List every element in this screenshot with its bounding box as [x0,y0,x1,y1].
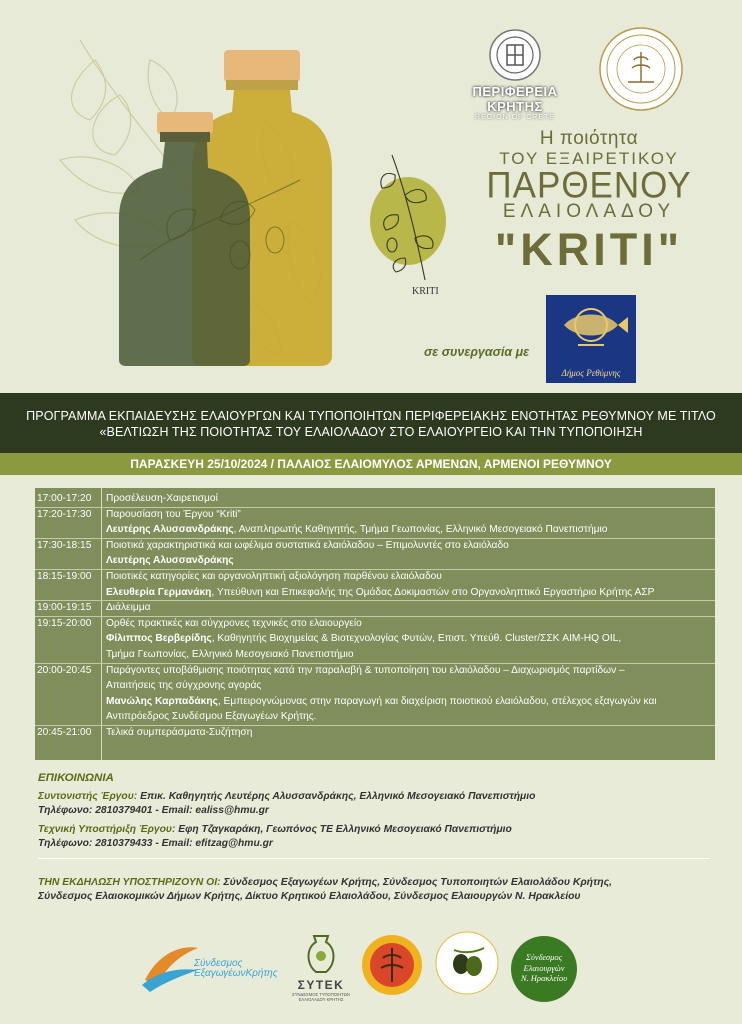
schedule-row [35,616,715,663]
program-title-line-2: «ΒΕΛΤΙΩΣΗ ΤΗΣ ΠΟΙΟΤΗΤΑΣ ΤΟΥ ΕΛΑΙΟΛΑΔΟΥ ΣΤΟ ΕΛΑΙΟΥΡΓΕΙΟ ΚΑΙ ΤΗΝ ΤΥΠΟΠΟΙΗΣΗ [99,425,643,439]
schedule-time: 18:15-19:00 [37,570,92,582]
contact-heading: ΕΠΙΚΟΙΝΩΝΙΑ [38,772,114,784]
sytek-name: ΣΥΤΕΚ [297,978,345,992]
schedule-line [102,631,715,647]
schedule-separator [35,569,715,570]
schedule-text: , Αναπληρωτής Καθηγητής, Τμήμα Γεωπονίας, Ελληνικό Μεσογειακό Πανεπιστήμιο [233,524,608,536]
schedule-text: Ποιοτικά χαρακτηριστικά και ωφέλιμα συστατικά ελαιόλαδου – Επιμολυντές στο ελαιόλαδο [106,539,509,551]
schedule-row [35,663,715,725]
speaker-name: Λευτέρης Αλυσσανδράκης [106,555,234,567]
kriti-emblem-label: KRITI [412,286,439,297]
speaker-name: Λευτέρης Αλυσσανδράκης [106,524,234,536]
speaker-name: Μανώλης Καρπαδάκης [106,695,218,707]
schedule-table [35,488,715,760]
sedik-logo-icon [361,934,423,996]
speaker-name: Φίλιππος Βερβερίδης [106,633,212,645]
schedule-time: 20:45-21:00 [37,726,92,738]
title-line-5: "KRITI" [494,224,684,275]
schedule-separator [35,600,715,601]
exporters-association-logo [140,940,285,995]
hero-banner [0,0,742,393]
collaboration-text: σε συνεργασία με [424,345,530,359]
rethymno-municipality-logo [546,295,636,383]
schedule-text: Απαιτήσεις της σύγχρονης αγοράς [106,680,262,692]
siena-line-1: Σύνδεσμος [525,952,563,962]
title-line-2: ΤΟΥ ΕΞΑΙΡΕΤΙΚΟΥ [499,149,679,168]
supporters-section [38,876,718,904]
schedule-row [35,569,715,600]
region-name: ΠΕΡΙΦΕΡΕΙΑ ΚΡΗΤΗΣ [472,84,558,114]
schedule-text: Προσέλευση-Χαιρετισμοί [106,493,218,504]
schedule-line [102,709,715,725]
schedule-row [35,600,715,616]
siena-line-3: Ν. Ηρακλείου [520,973,568,983]
hmu-seal-icon [598,26,684,112]
schedule-separator [35,725,715,726]
amphora-icon [290,932,352,978]
schedule-line [102,694,715,710]
schedule-time: 17:30-18:15 [37,539,92,551]
schedule-time: 20:00-20:45 [37,664,92,676]
coordinator-label: Συντονιστής Έργου: [38,791,138,802]
section-divider [38,858,710,859]
region-emblem-icon [488,28,542,82]
schedule-text: Παρουσίαση του Έργου “Kriti” [106,508,241,520]
supporters-line-1: Σύνδεσμος Εξαγωγέων Κρήτης, Σύνδεσμος Τυποποιητών Ελαιολάδου Κρήτης, [220,877,613,888]
schedule-line [102,522,715,538]
schedule-text: Ποιοτικές κατηγορίες και οργανοληπτική αξιολόγηση παρθένου ελαιόλαδου [106,570,442,582]
schedule-line [102,725,715,741]
coordinator-phone: Τηλέφωνο: 2810379401 - Email: ealiss@hmu.gr [38,804,269,816]
schedule-row [35,507,715,538]
schedule-line [102,663,715,679]
schedule-text: Τμήμα Γεωπονίας, Ελληνικό Μεσογειακό Πανεπιστήμιο [106,648,354,660]
supporters-line-2: Σύνδεσμος Ελαιοκομικών Δήμων Κρήτης, Δίκτυο Κρητικού Ελαιολάδου, Σύνδεσμος Ελαιουργών Ν. Ηρακλείου [38,891,581,902]
schedule-text: Αντιπρόεδρος Συνδέσμου Εξαγωγέων Κρήτης. [106,711,317,723]
tech-support-phone: Τηλέφωνο: 2810379433 - Email: efitzag@hmu.gr [38,837,273,849]
schedule-text: Διάλειμμα [106,602,151,614]
coordinator-text: Επικ. Καθηγητής Λευτέρης Αλυσσανδράκης, Ελληνικό Μεσογειακό Πανεπιστήμιο [137,791,536,802]
coordinator-line [38,790,718,804]
region-of-crete-logo [445,28,585,121]
program-title-line-1: ΠΡΟΓΡΑΜΜΑ ΕΚΠΑΙΔΕΥΣΗΣ ΕΛΑΙΟΥΡΓΩΝ ΚΑΙ ΤΥΠΟΠΟΙΗΤΩΝ ΠΕΡΙΦΕΡΕΙΑΚΗΣ ΕΝΟΤΗΤΑΣ ΡΕΘΥΜΝΟΥ ΜΕ ΤΙΤΛΟ [26,409,716,423]
region-subtitle: REGION OF CRETE [475,114,555,121]
schedule-time: 17:20-17:30 [37,508,92,520]
schedule-line [102,553,715,569]
schedule-time: 17:00-17:20 [37,493,92,504]
schedule-line [102,647,715,663]
schedule-text: , Καθηγητής Βιοχημείας & Βιοτεχνολογίας Φυτών, Επιστ. Υπεύθ. Cluster/ΣΣΚ AIM-HQ OIL, [211,633,622,645]
schedule-text: Παράγοντες υποβάθμισης ποιότητας κατά την παραλαβή & τυποποίηση του ελαιόλαδου – Διαχωρισμός παρτίδων – [106,664,625,676]
tech-support-line [38,823,718,837]
exporters-line-2: ΕξαγωγέωνΚρήτης [194,968,278,979]
event-title [480,128,698,274]
exporters-swoosh-icon [140,940,200,995]
cretan-olive-oil-network-logo-icon [434,930,500,996]
exporters-line-1: Σύνδεσμος [194,958,243,969]
contact-section [38,772,718,850]
schedule-line [102,491,715,507]
siena-line-2: Ελαιουργών [523,962,565,973]
schedule-text: Ορθές πρακτικές και σύγχρονες τεχνικές στο ελαιουργείο [106,617,362,629]
rethymno-caption: Δήμος Ρεθύμνης [561,368,621,378]
schedule-row [35,538,715,569]
schedule-separator [35,507,715,508]
title-line-3: ΠΑΡΘΕΝΟΥ [486,165,692,206]
schedule-line [102,616,715,632]
schedule-text: Τελικά συμπεράσματα-Συζήτηση [106,726,253,738]
tech-support-text: Εφη Τζαγκαράκη, Γεωπόνος ΤΕ Ελληνικό Μεσογειακό Πανεπιστήμιο [175,824,512,835]
schedule-text: , Υπεύθυνη και Επικεφαλής της Ομάδας Δοκιμαστών στο Οργανοληπτικό Εργαστήριο Κρήτης ΑΣΡ [211,586,655,598]
schedule-row [35,725,715,741]
schedule-line [102,569,715,585]
program-title-band [0,393,742,453]
schedule-line [102,600,715,616]
title-line-1: Η ποιότητα [539,128,639,149]
schedule-time: 19:15-20:00 [37,617,92,629]
supporters-label: ΤΗΝ ΕΚΔΗΛΩΣΗ ΥΠΟΣΤΗΡΙΖΟΥΝ ΟΙ: [38,877,221,888]
sytek-logo [290,932,352,1002]
tech-support-label: Τεχνική Υποστήριξη Έργου: [38,824,176,835]
schedule-text: , Εμπειρογνώμονας στην παραγωγή και διαχείριση ποιοτικού ελαιόλαδου, στέλεχος εξαγωγών και [217,695,657,707]
schedule-line [102,538,715,554]
schedule-line [102,507,715,523]
heraklion-millers-association-logo [511,936,577,1002]
title-line-4: ΕΛΑΙΟΛΑΔΟΥ [502,201,676,222]
schedule-time: 19:00-19:15 [37,602,92,614]
rethymno-fish-icon [546,295,636,365]
speaker-name: Ελευθερία Γερμανάκη [106,586,212,598]
schedule-row [35,491,715,507]
schedule-separator [35,538,715,539]
schedule-line [102,585,715,601]
schedule-separator [35,663,715,664]
schedule-separator [35,616,715,617]
schedule-line [102,678,715,694]
date-location-band: ΠΑΡΑΣΚΕΥΗ 25/10/2024 / ΠΑΛΑΙΟΣ ΕΛΑΙΟΜΥΛΟΣ ΑΡΜΕΝΩΝ, ΑΡΜΕΝΟΙ ΡΕΘΥΜΝΟΥ [0,453,742,475]
sytek-subtitle: ΣΥΝΔΕΣΜΟΣ ΤΥΠΟΠΟΙΗΤΩΝ ΕΛΑΙΟΛΑΔΟΥ ΚΡΗΤΗΣ [292,992,350,1002]
